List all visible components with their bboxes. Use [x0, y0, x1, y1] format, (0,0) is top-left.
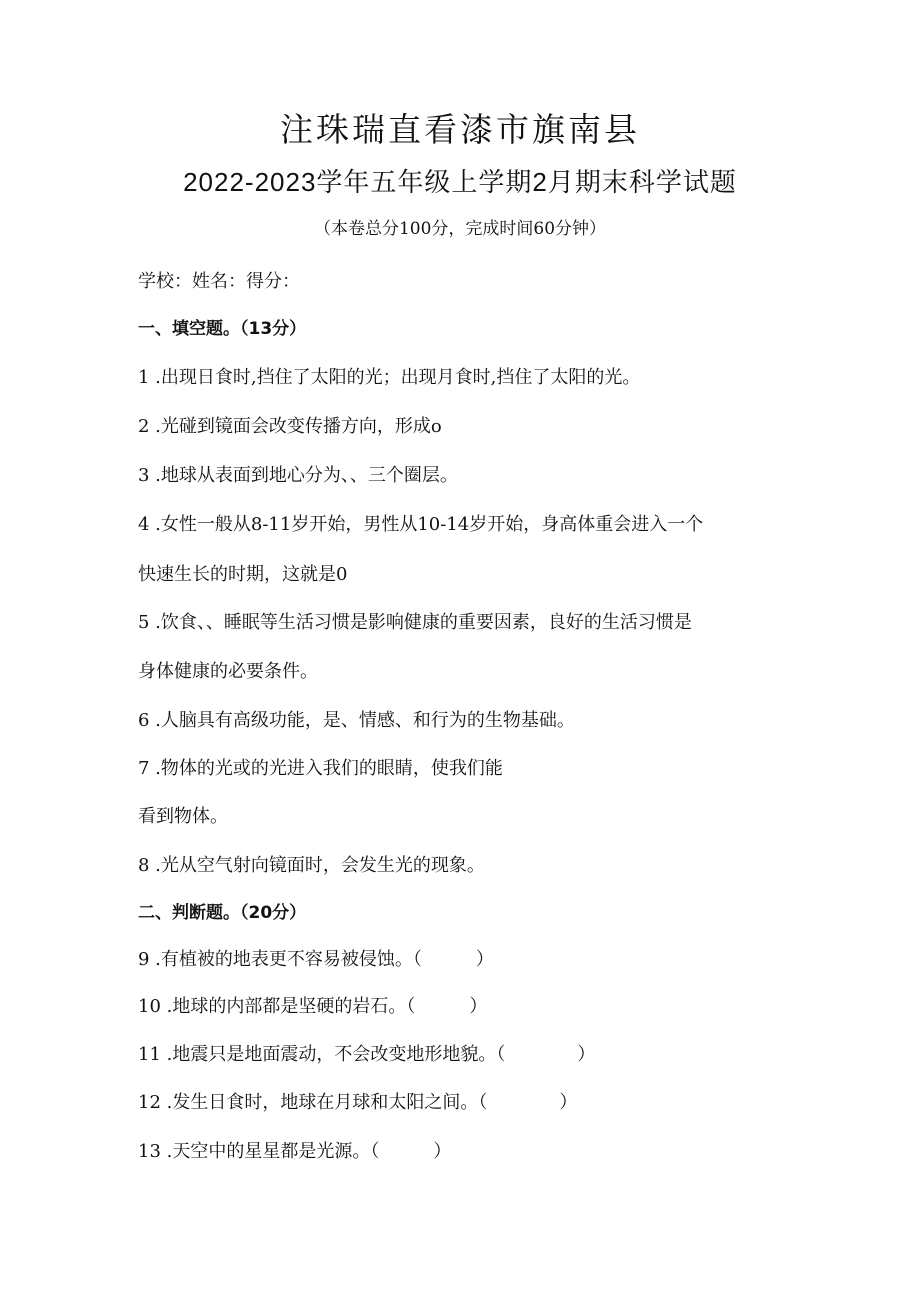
question-line: 8 .光从空气射向镜面时，会发生光的现象。	[138, 855, 485, 876]
student-info-line: 学校：姓名：得分：	[138, 271, 300, 292]
question-line: 5 .饮食、、睡眠等生活习惯是影响健康的重要因素，良好的生活习惯是	[138, 612, 692, 633]
question-line: 1 .出现日食时,挡住了太阳的光；出现月食时,挡住了太阳的光。	[138, 367, 641, 388]
question-line: 6 .人脑具有高级功能，是、情感、和行为的生物基础。	[138, 710, 575, 731]
question-line: 12 .发生日食时，地球在月球和太阳之间。（ ）	[138, 1092, 578, 1113]
section-heading-true-false: 二、判断题。（20分）	[138, 903, 307, 923]
exam-subtitle: （本卷总分100分，完成时间60分钟）	[313, 219, 607, 239]
question-line: 11 .地震只是地面震动，不会改变地形地貌。（ ）	[138, 1044, 596, 1065]
question-line: 7 .物体的光或的光进入我们的眼睛，使我们能	[138, 758, 503, 779]
question-line: 3 .地球从表面到地心分为、、三个圈层。	[138, 465, 458, 486]
question-line: 9 .有植被的地表更不容易被侵蚀。（ ）	[138, 949, 494, 970]
exam-title: 2022-2023学年五年级上学期2月期末科学试题	[183, 167, 737, 197]
question-line: 10 .地球的内部都是坚硬的岩石。（ ）	[138, 996, 488, 1017]
exam-title-region: 注珠瑞直看漆市旗南县	[280, 110, 640, 149]
question-line: 4 .女性一般从8-11岁开始，男性从10-14岁开始，身高体重会进入一个	[138, 514, 704, 535]
question-line: 2 .光碰到镜面会改变传播方向，形成o	[138, 416, 442, 437]
question-line-continued: 看到物体。	[138, 806, 228, 827]
section-heading-fill-blank: 一、填空题。（13分）	[138, 319, 307, 339]
question-line-continued: 身体健康的必要条件。	[138, 661, 318, 682]
question-line: 13 .天空中的星星都是光源。（ ）	[138, 1141, 452, 1162]
question-line-continued: 快速生长的时期，这就是0	[138, 564, 348, 585]
